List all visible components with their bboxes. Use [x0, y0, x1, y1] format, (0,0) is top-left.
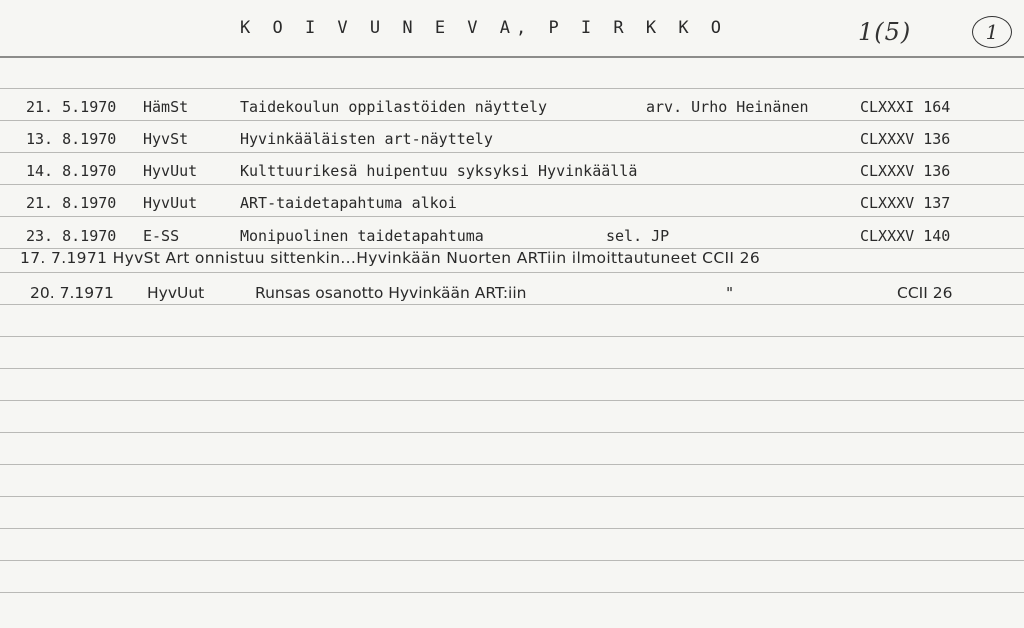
ruled-line	[0, 528, 1024, 529]
entry-ref: CLXXXV 140	[860, 227, 951, 245]
card-number: 1	[972, 16, 1012, 48]
entry-date: 23. 8.1970	[26, 227, 117, 245]
entry-ref: CLXXXV 136	[860, 130, 951, 148]
ruled-line	[0, 88, 1024, 89]
ruled-line	[0, 560, 1024, 561]
entry-ref: CLXXXI 164	[860, 98, 951, 116]
entry-headline: Taidekoulun oppilastöiden näyttely	[240, 98, 548, 116]
entry-ref: CCII 26	[897, 284, 953, 302]
entry-date: 20. 7.1971	[30, 284, 114, 302]
entry-date: 14. 8.1970	[26, 162, 117, 180]
header-rule	[0, 56, 1024, 58]
entry-headline: Kulttuurikesä huipentuu syksyksi Hyvinkäällä	[240, 162, 638, 180]
entry-paper: HyvSt	[143, 130, 189, 148]
ruled-line	[0, 336, 1024, 337]
ruled-line	[0, 400, 1024, 401]
ruled-line	[0, 464, 1024, 465]
entry-headline: Runsas osanotto Hyvinkään ART:iin	[255, 284, 527, 302]
entry-paper: HämSt	[143, 98, 189, 116]
entry-paper: HyvUut	[143, 194, 198, 212]
entry-row	[0, 249, 1024, 273]
ruled-line	[0, 368, 1024, 369]
ruled-line	[0, 496, 1024, 497]
entry-row	[0, 130, 1024, 154]
ruled-line	[0, 432, 1024, 433]
entry-headline: ART-taidetapahtuma alkoi	[240, 194, 457, 212]
entry-date: 21. 5.1970	[26, 98, 117, 116]
entry-ref: CLXXXV 136	[860, 162, 951, 180]
entry-note: arv. Urho Heinänen	[646, 98, 809, 116]
entry-text: 17. 7.1971 HyvSt Art onnistuu sittenkin...Hyvinkään Nuorten ARTiin ilmoittautuneet CCII 26	[20, 249, 761, 267]
page-mark: 1(5)	[858, 18, 912, 46]
entry-row	[0, 162, 1024, 186]
entry-paper: HyvUut	[147, 284, 205, 302]
entry-ref: CLXXXV 137	[860, 194, 951, 212]
entry-date: 13. 8.1970	[26, 130, 117, 148]
card-title: K O I V U N E V A, P I R K K O	[240, 18, 728, 38]
entry-row	[0, 284, 1024, 308]
entry-row	[0, 227, 1024, 251]
entry-row	[0, 98, 1024, 122]
entry-headline: Monipuolinen taidetapahtuma	[240, 227, 484, 245]
entry-note: sel. JP	[606, 227, 670, 245]
entry-note: "	[726, 284, 734, 302]
entry-date: 21. 8.1970	[26, 194, 117, 212]
entry-row	[0, 194, 1024, 218]
ruled-line	[0, 592, 1024, 593]
entry-paper: E-SS	[143, 227, 180, 245]
entry-paper: HyvUut	[143, 162, 198, 180]
entry-headline: Hyvinkääläisten art-näyttely	[240, 130, 493, 148]
